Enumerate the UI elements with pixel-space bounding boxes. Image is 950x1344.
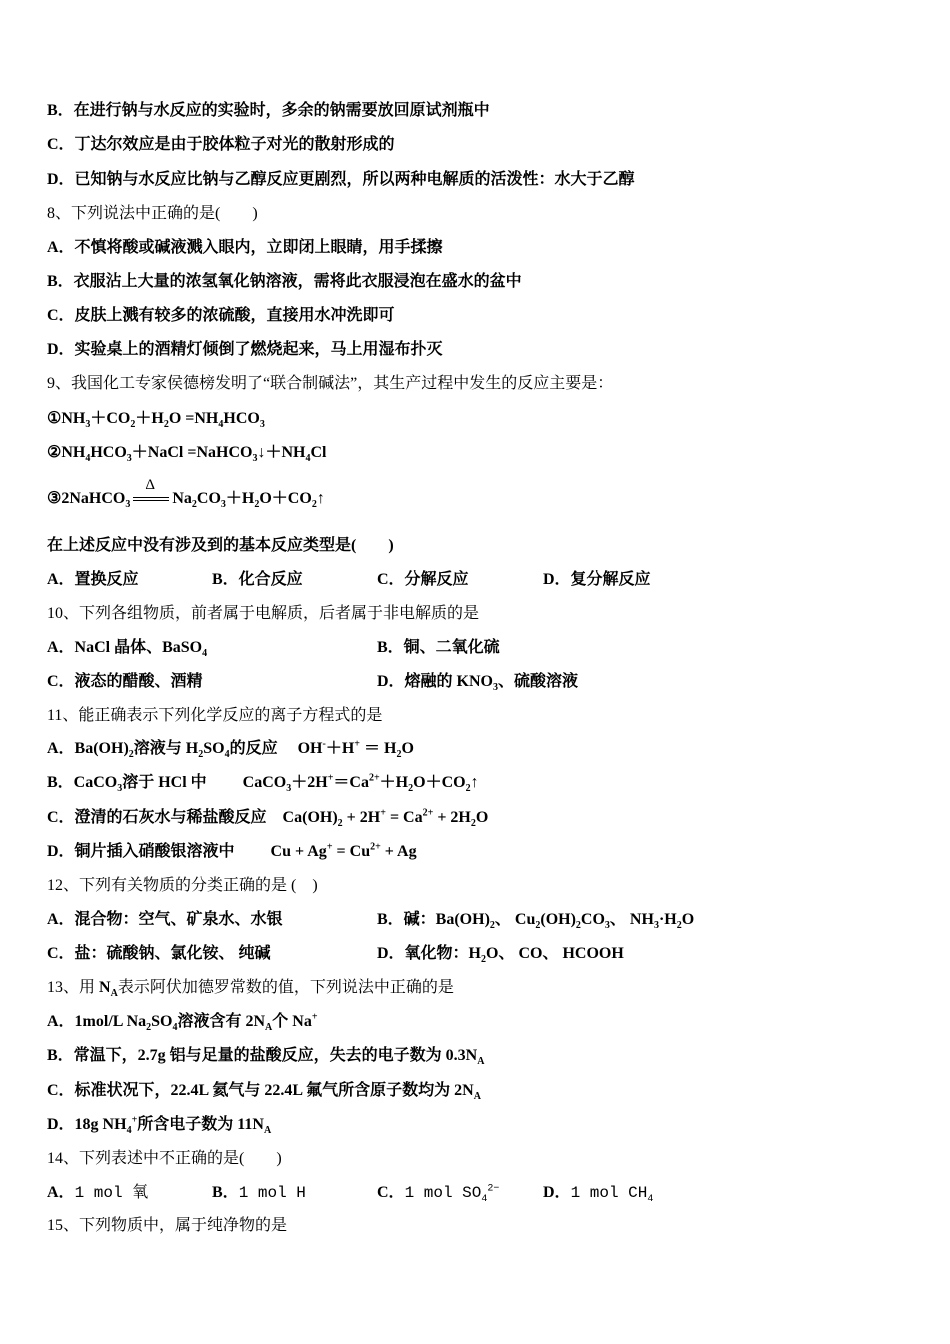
q12-option-c: C．盐：硫酸钠、氯化铵、 纯碱 <box>47 945 271 962</box>
q11-option-c: C．澄清的石灰水与稀盐酸反应 $Ca(OH)_2 + 2H^+ = Ca^{2+} + 2H_2O$ <box>47 807 489 830</box>
q9-stem: 9、我国化工专家侯德榜发明了“联合制碱法”，其生产过程中发生的反应主要是： <box>47 375 614 392</box>
q9-equation-3 <box>47 477 325 511</box>
q14-option-b: B．1 mol H <box>212 1184 306 1202</box>
q13-option-b: B．常温下，2.7g 铝与足量的盐酸反应，失去的电子数为 $0.3N_A$ <box>47 1047 485 1068</box>
q14-option-a: A．1 mol 氧 <box>47 1184 149 1202</box>
q12-option-d: D．氧化物：$H_2O$、 CO、 HCOOH <box>377 945 624 966</box>
q9-equation-1: $①NH_3+CO_2+H_2O =NH_4HCO_3$ <box>47 410 265 431</box>
q9-option-d: D．复分解反应 <box>543 571 651 588</box>
q8-option-b: B．衣服沾上大量的浓氢氧化钠溶液，需将此衣服浸泡在盛水的盆中 <box>47 273 522 290</box>
q13-stem: 13、用 $N_A$表示阿伏加德罗常数的值，下列说法中正确的是 <box>47 979 454 1000</box>
q9-option-c: C．分解反应 <box>377 571 469 588</box>
q14-option-c: C．1 mol $SO_4^{2-}$ <box>377 1183 500 1206</box>
q10-option-b: B．铜、二氧化硫 <box>377 639 500 656</box>
q11-stem: 11、能正确表示下列化学反应的离子方程式的是 <box>47 707 383 724</box>
eq3-left: ③2NaHCO$_3$ <box>47 490 131 511</box>
q11-option-d: D．铜片插入硝酸银溶液中 $Cu + Ag^+ = Cu^{2+} + Ag$ <box>47 841 417 860</box>
q8-option-d: D．实验桌上的酒精灯倾倒了燃烧起来，马上用湿布扑灭 <box>47 341 443 358</box>
q14-option-d: D．1 mol $CH_4$ <box>543 1184 654 1206</box>
q7-option-c: C．丁达尔效应是由于胶体粒子对光的散射形成的 <box>47 136 395 153</box>
q10-option-d: D．熔融的 $KNO_3$、硫酸溶液 <box>377 673 579 694</box>
q12-option-b: B．碱：$Ba(OH)_2$、 $Cu_2(OH)_2CO_3$、 $NH_3\cdot H_2O$ <box>377 911 695 932</box>
q10-option-a: A．NaCl 晶体、BaSO$_4$ <box>47 639 208 660</box>
q7-option-d: D．已知钠与水反应比钠与乙醇反应更剧烈，所以两种电解质的活泼性：水大于乙醇 <box>47 171 635 188</box>
q10-option-c: C．液态的醋酸、酒精 <box>47 673 203 690</box>
q10-stem: 10、下列各组物质，前者属于电解质，后者属于非电解质的是 <box>47 605 480 622</box>
q9-option-b: B．化合反应 <box>212 571 303 588</box>
q11-option-b: B．CaCO$_3$溶于 HCl 中 $CaCO_3+2H^+=Ca^{2+}+H_2O+CO_2↑$ <box>47 772 479 795</box>
q8-option-c: C．皮肤上溅有较多的浓硫酸，直接用水冲洗即可 <box>47 307 395 324</box>
q8-option-a: A．不慎将酸或碱液溅入眼内，立即闭上眼睛，用手揉擦 <box>47 239 443 256</box>
heat-condition-sign <box>133 477 169 509</box>
q13-option-d: D．18g $NH_4^+$所含电子数为 $11N_A$ <box>47 1114 272 1137</box>
q9-question: 在上述反应中没有涉及到的基本反应类型是( ) <box>47 537 394 554</box>
q9-equation-2: $②NH_4HCO_3+NaCl$ $=NaHCO_3↓+NH_4Cl$ <box>47 444 327 465</box>
eq3-right: $Na_2CO_3+H_2O+CO_2↑$ <box>172 490 325 511</box>
q8-stem: 8、下列说法中正确的是( ) <box>47 205 258 222</box>
q7-option-b: B．在进行钠与水反应的实验时，多余的钠需要放回原试剂瓶中 <box>47 102 490 119</box>
q14-stem: 14、下列表述中不正确的是( ) <box>47 1150 282 1167</box>
q9-option-a: A．置换反应 <box>47 571 139 588</box>
q13-option-c: C．标准状况下，22.4L 氦气与 22.4L 氟气所含原子数均为 $2N_A$ <box>47 1082 481 1103</box>
q12-stem: 12、下列有关物质的分类正确的是 ( ) <box>47 877 318 894</box>
q13-option-a: A．1mol/L $Na_2SO_4$溶液含有 $2N_A$个 Na+ <box>47 1011 318 1034</box>
delta-symbol: Δ <box>145 477 155 494</box>
q15-stem: 15、下列物质中，属于纯净物的是 <box>47 1217 288 1234</box>
q12-option-a: A．混合物：空气、矿泉水、水银 <box>47 911 283 928</box>
q11-option-a: A．$Ba(OH)_2$溶液与 $H_2SO_4$的反应 $OH^-+H^+ = H_2O$ <box>47 738 414 761</box>
